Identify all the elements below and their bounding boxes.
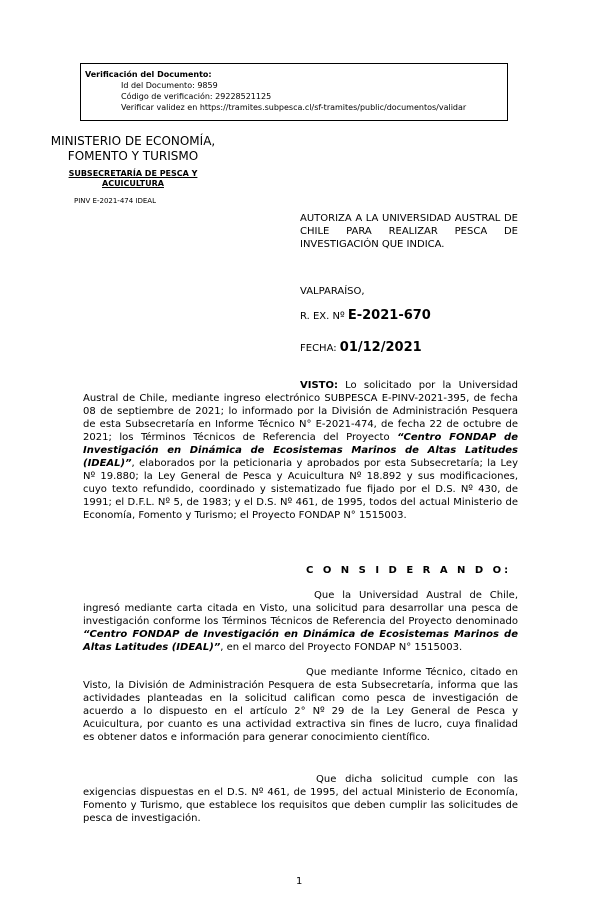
verification-box [80, 63, 508, 121]
fecha-label: FECHA: [300, 343, 337, 354]
resolution-number [300, 307, 431, 326]
pinv-code: PINV E-2021-474 IDEAL [74, 197, 156, 205]
resolution-subject: AUTORIZA A LA UNIVERSIDAD AUSTRAL DE CHILE PARA REALIZAR PESCA DE INVESTIGACIÓN QUE INDICA. [300, 213, 518, 250]
visto-project-name: “Centro FONDAP de Investigación en Dinámica de Ecosistemas Marinos de Altas Latitudes (IDEAL)” [83, 432, 518, 469]
considerando-paragraph-2: Que mediante Informe Técnico, citado en Visto, la División de Administración Pesquera de esta Subsecretaría, informa que las actividades planteadas en la solicitud califican como pesca de investigación de acuerdo a lo dispuesto en el artículo 2° Nº 29 de la Ley General de Pesca y Acuicultura, por cuanto es una actividad extractiva sin fines de lucro, cuya finalidad es obtener datos e información para generar conocimiento científico. [83, 667, 518, 743]
considerando-paragraph-1 [83, 589, 518, 654]
rex-label: R. EX. Nº [300, 311, 345, 322]
considerando-p1-text-b: , en el marco del Proyecto FONDAP N° 1515003. [220, 642, 463, 653]
visto-text-b: , elaborados por la peticionaria y aprobados por esta Subsecretaría; la Ley Nº 19.880; la Ley General de Pesca y Acuicultura Nº 18.892 y sus modificaciones, cuyo texto refundido, coordinado y sistematizado fue fijado por el D.S. Nº 430, de 1991; el D.F.L. Nº 5, de 1983; y el D.S. Nº 461, de 1995, todos del actual Ministerio de Economía, Fomento y Turismo; el Proyecto FONDAP N° 1515003. [83, 458, 518, 521]
resolution-city: VALPARAÍSO, [300, 286, 365, 297]
considerando-paragraph-3: Que dicha solicitud cumple con las exigencias dispuestas en el D.S. Nº 461, de 1995, del actual Ministerio de Economía, Fomento y Turismo, que establece los requisitos que deben cumplir las solicitudes de pesca de investigación. [83, 774, 518, 824]
considerando-p1-project: “Centro FONDAP de Investigación en Dinámica de Ecosistemas Marinos de Altas Latitudes (IDEAL)” [83, 629, 518, 653]
ministry-line-2: FOMENTO Y TURISMO [67, 149, 199, 163]
page-number: 1 [296, 876, 303, 887]
visto-paragraph [83, 379, 518, 522]
visto-label: VISTO: [300, 380, 338, 391]
considerando-heading: C O N S I D E R A N D O: [306, 565, 512, 576]
verification-url[interactable]: Verificar validez en https://tramites.subpesca.cl/sf-tramites/public/documentos/validar [121, 102, 509, 113]
verification-code: Código de verificación: 29228521125 [121, 91, 509, 102]
subsecretaria-name: SUBSECRETARÍA DE PESCA Y ACUICULTURA [68, 169, 198, 188]
resolution-date [300, 339, 422, 358]
ministry-name [38, 134, 228, 164]
ministry-line-1: MINISTERIO DE ECONOMÍA, [50, 134, 216, 148]
fecha-value: 01/12/2021 [339, 340, 422, 355]
verification-title: Verificación del Documento: [85, 70, 212, 79]
verification-list [85, 80, 507, 113]
verification-doc-id: Id del Documento: 9859 [121, 80, 509, 91]
visto-text-a: Lo solicitado por la Universidad Austral de Chile, mediante ingreso electrónico SUBPESCA E-PINV-2021-395, de fecha 08 de septiembre de 2021; lo informado por la División de Administración Pesquera de esta Subsecretaría en Informe Técnico N° E-2021-474, de fecha 22 de octubre de 2021; los Términos Técnicos de Referencia del Proyecto [83, 380, 518, 443]
rex-number: E-2021-670 [347, 308, 431, 323]
considerando-p1-text-a: Que la Universidad Austral de Chile, ingresó mediante carta citada en Visto, una solicitud para desarrollar una pesca de investigación conforme los Términos Técnicos de Referencia del Proyecto denominado [83, 590, 518, 627]
